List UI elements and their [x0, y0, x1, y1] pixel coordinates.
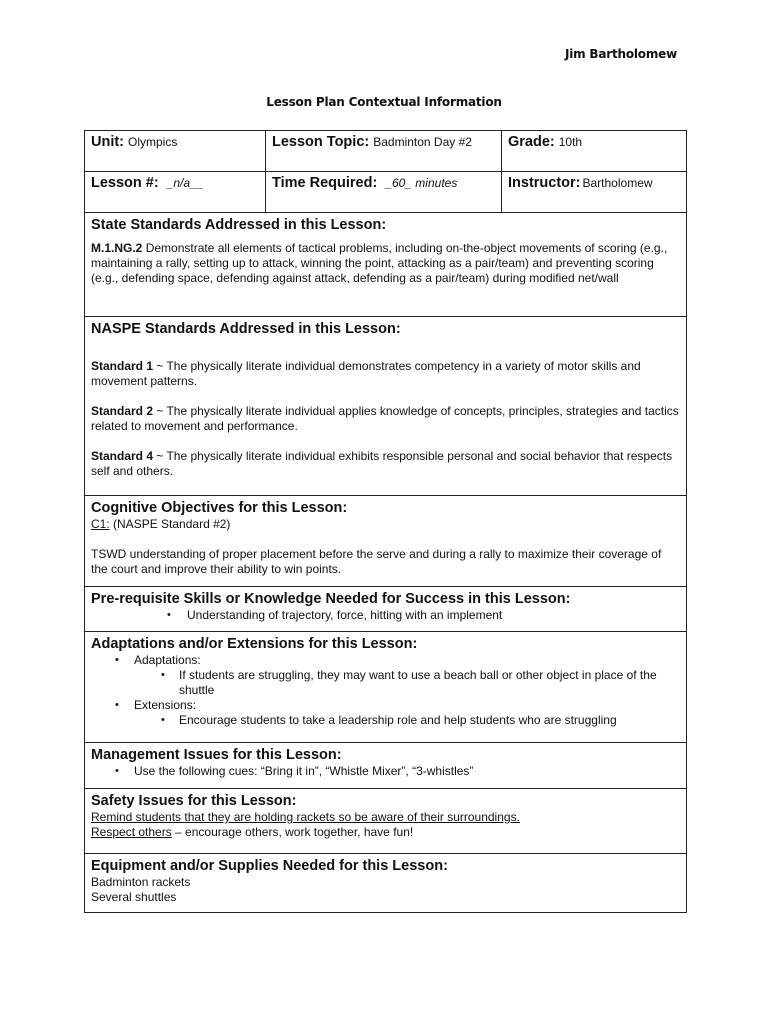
state-standards-title: State Standards Addressed in this Lesson: [91, 217, 387, 233]
time-required-value: _60_ minutes [385, 176, 458, 190]
safety-line-2-emphasis: Respect others [91, 825, 172, 839]
equipment-item: Several shuttles [91, 890, 177, 904]
state-standard-description: Demonstrate all elements of tactical problems, including on-the-object movements of scoring (e.g., maintaining a rally, setting up to attack, winning the point, attacking as a pair/team) and preventing scoring (e.g., defending space, defending against attack, defending as a pair/team) during modified net/wall [91, 241, 668, 285]
equipment-section [85, 854, 687, 913]
document-title: Lesson Plan Contextual Information [266, 95, 502, 109]
adaptations-title: Adaptations and/or Extensions for this Lesson: [91, 636, 418, 652]
bullet-icon: • [115, 699, 119, 711]
cognitive-objectives-title: Cognitive Objectives for this Lesson: [91, 500, 348, 516]
management-title: Management Issues for this Lesson: [91, 747, 342, 763]
naspe-standard-4-text: ~ The physically literate individual exhibits responsible personal and social behavior that respects self and others. [91, 449, 673, 478]
author-name: Jim Bartholomew [564, 47, 677, 61]
prerequisite-section [85, 587, 687, 632]
bullet-icon: • [167, 609, 171, 621]
naspe-standard-2-text: ~ The physically literate individual applies knowledge of concepts, principles, strategies and tactics related to movement and performance. [91, 404, 679, 433]
adaptations-section [85, 632, 687, 743]
list-item [91, 653, 680, 668]
bullet-icon: • [115, 654, 119, 666]
list-item [91, 764, 680, 779]
instructor-label: Instructor: [508, 175, 581, 191]
bullet-icon: • [161, 669, 165, 681]
management-section [85, 743, 687, 789]
equipment-title: Equipment and/or Supplies Needed for this Lesson: [91, 858, 448, 874]
cognitive-objectives-section [85, 496, 687, 587]
naspe-standard-1-label: Standard 1 [91, 359, 154, 373]
management-item: Use the following cues: “Bring it in”, “Whistle Mixer”, “3-whistles” [134, 764, 474, 778]
naspe-standards-title: NASPE Standards Addressed in this Lesson: [91, 321, 401, 337]
cognitive-objective-standard: (NASPE Standard #2) [109, 517, 231, 531]
safety-title: Safety Issues for this Lesson: [91, 793, 297, 809]
unit-label: Unit: [91, 134, 125, 150]
info-row-2 [85, 172, 687, 213]
prerequisite-title: Pre-requisite Skills or Knowledge Needed for Success in this Lesson: [91, 591, 571, 607]
grade-label: Grade: [508, 134, 555, 150]
time-required-cell [266, 172, 502, 213]
prerequisite-item: Understanding of trajectory, force, hitting with an implement [187, 608, 503, 622]
cognitive-objective-ref [91, 517, 680, 532]
naspe-standard-2-label: Standard 2 [91, 404, 154, 418]
topic-cell [266, 131, 502, 172]
extension-item: Encourage students to take a leadership role and help students who are struggling [179, 713, 617, 727]
time-required-label: Time Required: [272, 175, 378, 191]
safety-line-2 [91, 825, 680, 840]
state-standard-code: M.1.NG.2 [91, 241, 143, 255]
naspe-standards-section [85, 317, 687, 496]
list-item [91, 698, 680, 713]
safety-line-2-text: – encourage others, work together, have fun! [171, 825, 414, 839]
naspe-standard-1-text: ~ The physically literate individual demonstrates competency in a variety of motor skills and movement patterns. [91, 359, 641, 388]
state-standards-section [85, 213, 687, 317]
list-item [91, 608, 680, 623]
unit-value: Olympics [128, 135, 178, 149]
lesson-plan-table [84, 130, 687, 913]
naspe-standard-4 [91, 449, 680, 479]
safety-line-1: Remind students that they are holding rackets so be aware of their surroundings. [91, 810, 520, 824]
lesson-number-value: _n/a__ [166, 176, 204, 190]
safety-section [85, 789, 687, 854]
topic-value: Badminton Day #2 [373, 135, 472, 149]
cognitive-objective-code: C1: [91, 517, 110, 531]
adaptation-item: If students are struggling, they may want to use a beach ball or other object in place of the shuttle [179, 668, 657, 697]
naspe-standard-1 [91, 359, 680, 389]
naspe-standard-4-label: Standard 4 [91, 449, 154, 463]
bullet-icon: • [161, 714, 165, 726]
state-standard-text [91, 241, 680, 286]
extensions-label: Extensions: [134, 698, 197, 712]
unit-cell [85, 131, 266, 172]
lesson-number-cell [85, 172, 266, 213]
list-item [91, 713, 680, 728]
grade-value: 10th [558, 135, 583, 149]
lesson-number-label: Lesson #: [91, 175, 159, 191]
list-item [91, 668, 680, 698]
bullet-icon: • [115, 765, 119, 777]
instructor-value: Bartholomew [582, 176, 653, 190]
cognitive-objective-text: TSWD understanding of proper placement before the serve and during a rally to maximize their coverage of the court and improve their ability to win points. [91, 547, 662, 576]
info-row-1 [85, 131, 687, 172]
grade-cell [502, 131, 687, 172]
equipment-item: Badminton rackets [91, 875, 191, 889]
topic-label: Lesson Topic: [272, 134, 370, 150]
instructor-cell [502, 172, 687, 213]
naspe-standard-2 [91, 404, 680, 434]
adaptations-label: Adaptations: [134, 653, 201, 667]
